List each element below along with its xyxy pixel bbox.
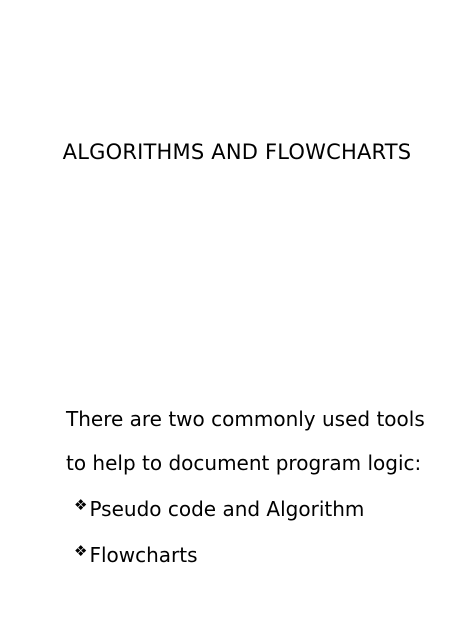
bullet-text: Pseudo code and Algorithm [89,497,365,521]
diamond-bullet-icon: ❖ [74,542,88,560]
intro-line-2: to help to document program logic: [66,451,422,475]
bullet-item-pseudo-code [74,496,364,522]
bullet-text: Flowcharts [89,543,198,567]
diamond-bullet-icon: ❖ [74,496,88,514]
page-title: ALGORITHMS AND FLOWCHARTS [62,140,412,164]
intro-line-1: There are two commonly used tools [66,407,425,431]
bullet-item-flowcharts [74,542,198,568]
